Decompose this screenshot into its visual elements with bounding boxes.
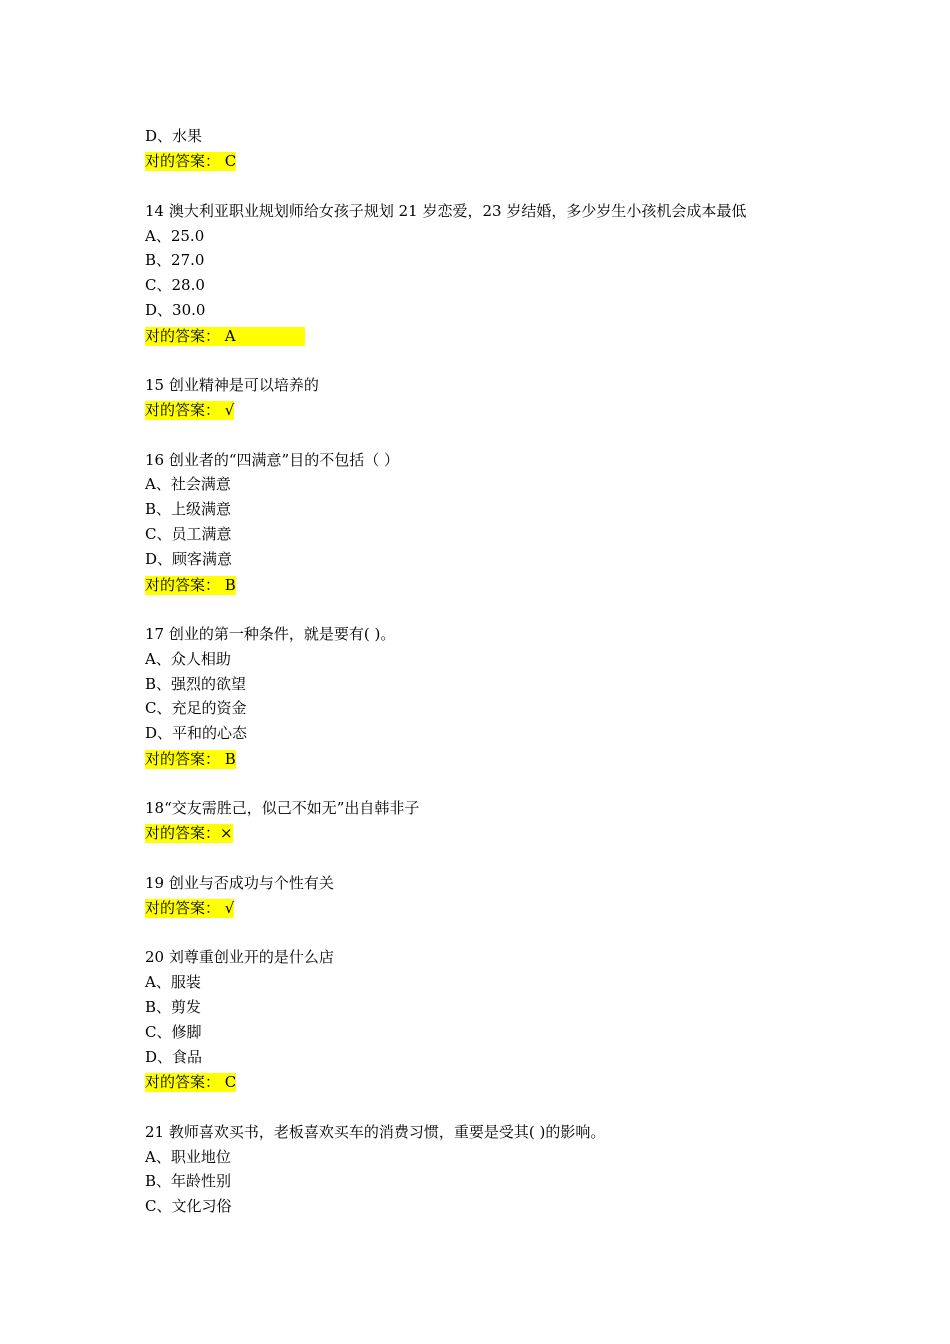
answer-highlight: 对的答案： B bbox=[145, 749, 236, 768]
answer-highlight: 对的答案： √ bbox=[145, 899, 235, 918]
answer-highlight: 对的答案： √ bbox=[145, 401, 235, 420]
answer-highlight: 对的答案： C bbox=[145, 1073, 237, 1092]
option-d: D、30.0 bbox=[145, 301, 206, 320]
option-b: B、27.0 bbox=[145, 251, 205, 270]
spacer bbox=[145, 423, 845, 448]
option-a: A、25.0 bbox=[145, 226, 205, 245]
option-c: C、充足的资金 bbox=[145, 699, 247, 718]
answer-line bbox=[145, 896, 845, 921]
document-page bbox=[145, 124, 845, 1219]
answer-highlight: 对的答案： C bbox=[145, 152, 237, 171]
option-b: B、年龄性别 bbox=[145, 1172, 232, 1191]
answer-line bbox=[145, 323, 845, 348]
option-c: C、修脚 bbox=[145, 1023, 202, 1042]
answer-line bbox=[145, 398, 845, 423]
option-b: B、剪发 bbox=[145, 998, 202, 1017]
answer-line bbox=[145, 1070, 845, 1095]
question-15: 15 创业精神是可以培养的 bbox=[145, 375, 319, 394]
spacer bbox=[145, 921, 845, 946]
spacer bbox=[145, 1095, 845, 1120]
spacer bbox=[145, 771, 845, 796]
option-a: A、众人相助 bbox=[145, 649, 231, 668]
option-b: B、上级满意 bbox=[145, 500, 232, 519]
answer-line bbox=[145, 821, 845, 846]
option-c: C、员工满意 bbox=[145, 525, 232, 544]
option-d: D、水果 bbox=[145, 127, 203, 145]
answer-line bbox=[145, 149, 845, 174]
question-14: 14 澳大利亚职业规划师给女孩子规划 21 岁恋爱，23 岁结婚，多少岁生小孩机会成本最低 bbox=[145, 201, 747, 220]
spacer bbox=[145, 348, 845, 373]
option-c: C、28.0 bbox=[145, 276, 205, 295]
answer-line bbox=[145, 572, 845, 597]
question-19: 19 创业与否成功与个性有关 bbox=[145, 873, 334, 892]
question-18: 18“交友需胜己，似己不如无”出自韩非子 bbox=[145, 799, 420, 818]
option-d: D、食品 bbox=[145, 1047, 203, 1066]
question-16: 16 创业者的“四满意”目的不包括（ ） bbox=[145, 450, 399, 469]
answer-highlight: 对的答案：× bbox=[145, 824, 233, 843]
spacer bbox=[145, 597, 845, 622]
option-c: C、文化习俗 bbox=[145, 1197, 232, 1216]
option-d: D、平和的心态 bbox=[145, 724, 248, 743]
option-b: B、强烈的欲望 bbox=[145, 674, 247, 693]
option-a: A、服装 bbox=[145, 973, 201, 992]
spacer bbox=[145, 846, 845, 871]
answer-highlight: 对的答案： B bbox=[145, 575, 236, 594]
answer-line bbox=[145, 746, 845, 771]
question-17: 17 创业的第一种条件，就是要有( )。 bbox=[145, 624, 396, 643]
option-a: A、社会满意 bbox=[145, 475, 231, 494]
question-21: 21 教师喜欢买书，老板喜欢买车的消费习惯，重要是受其( )的影响。 bbox=[145, 1122, 606, 1141]
spacer bbox=[145, 174, 845, 199]
answer-highlight: 对的答案： A bbox=[145, 327, 305, 346]
option-d: D、顾客满意 bbox=[145, 550, 233, 569]
question-20: 20 刘尊重创业开的是什么店 bbox=[145, 948, 334, 967]
option-a: A、职业地位 bbox=[145, 1147, 231, 1166]
